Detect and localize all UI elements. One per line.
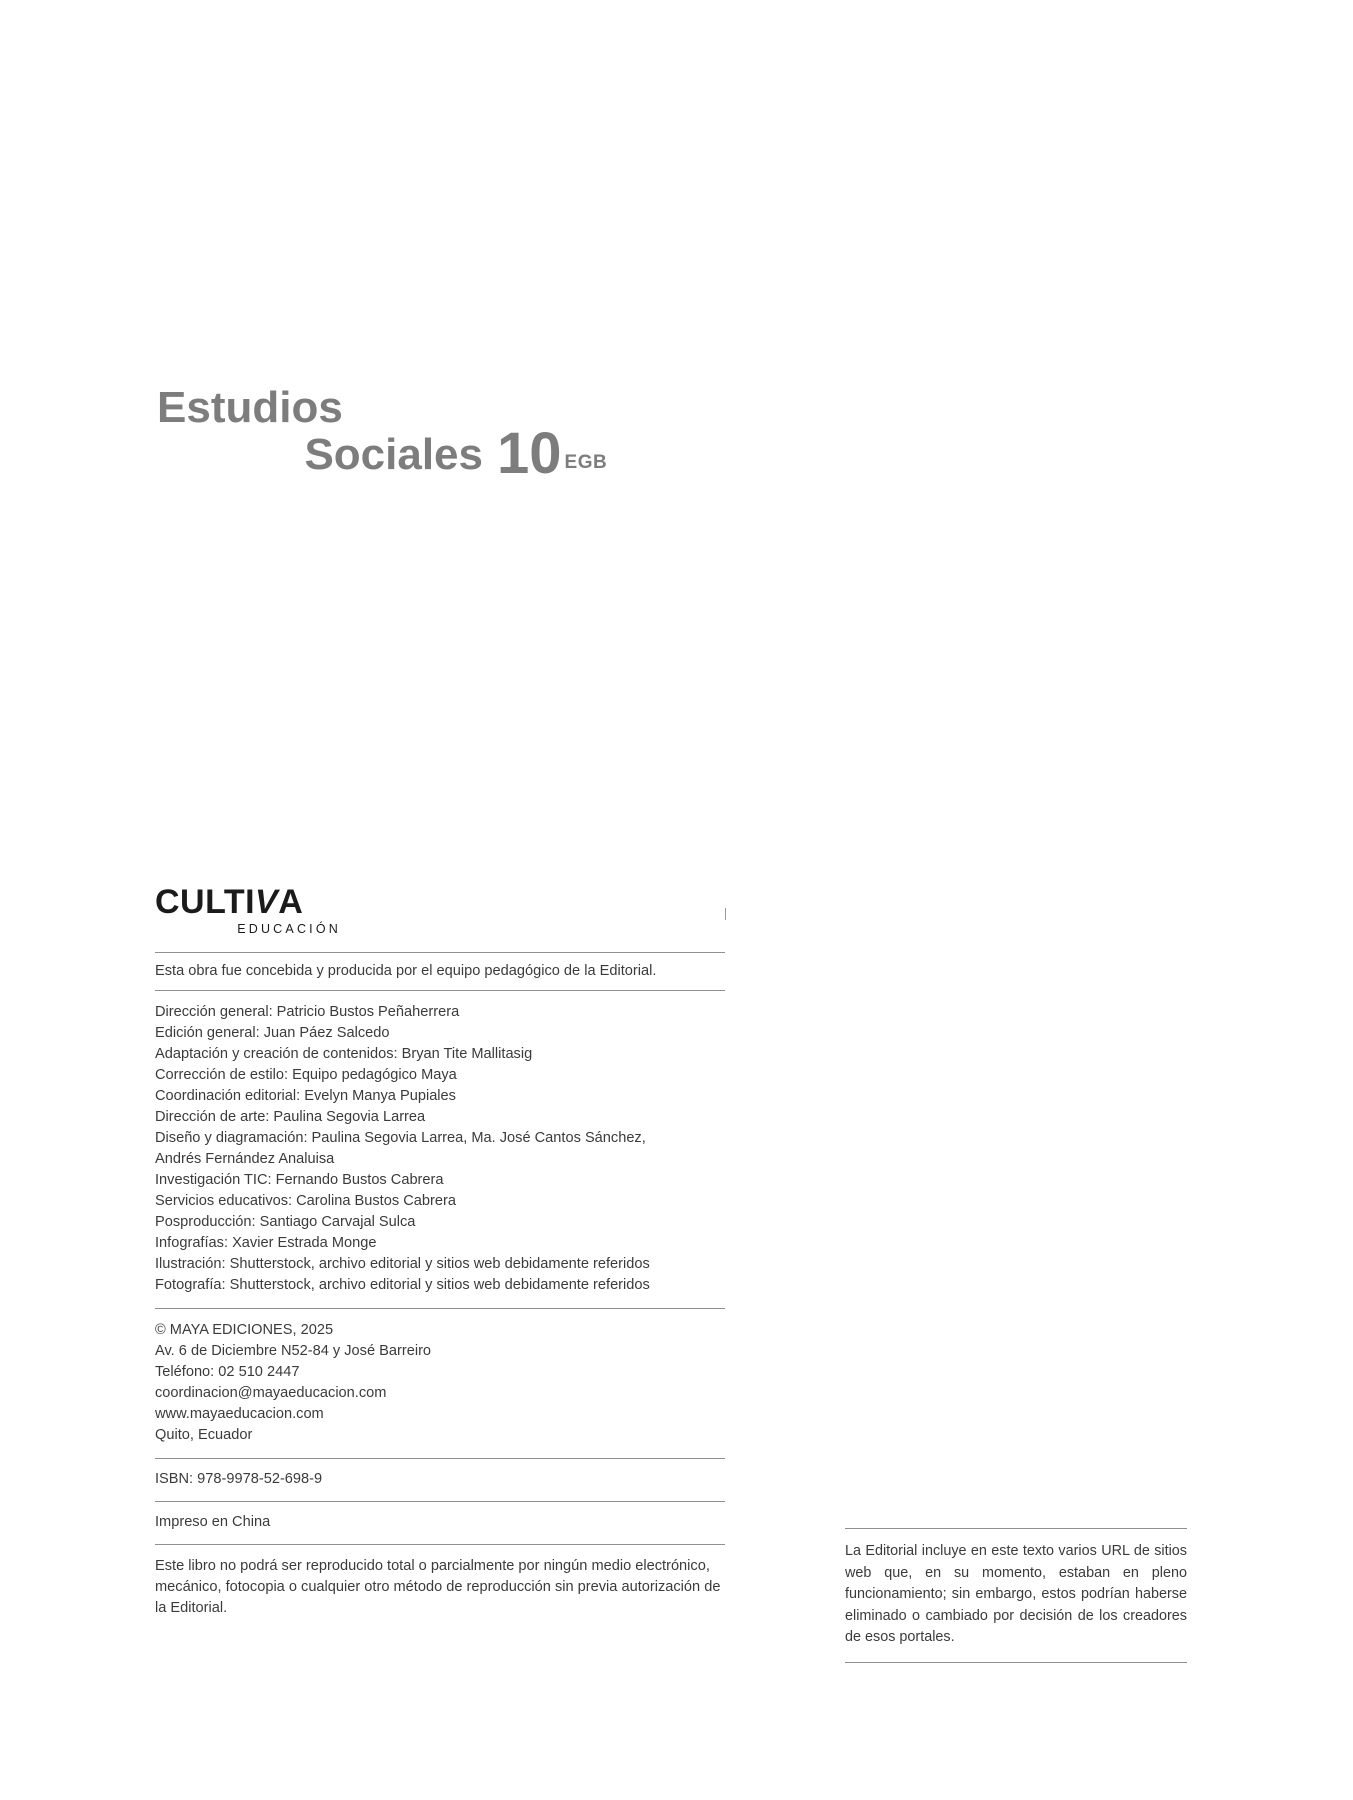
credits-list [155, 991, 725, 1308]
credit-line: Diseño y diagramación: Paulina Segovia Larrea, Ma. José Cantos Sánchez, [155, 1130, 646, 1146]
book-title-block [155, 383, 715, 487]
publisher-logo [155, 885, 725, 936]
credit-line: Posproducción: Santiago Carvajal Sulca [155, 1214, 416, 1230]
publisher-address-block [155, 1309, 725, 1458]
grade-number: 10 [497, 421, 562, 487]
printed-block [155, 1502, 725, 1544]
credit-line: Investigación TIC: Fernando Bustos Cabrera [155, 1172, 444, 1188]
publisher-city: Quito, Ecuador [155, 1427, 253, 1443]
credit-line: Adaptación y creación de contenidos: Bryan Tite Mallitasig [155, 1046, 533, 1062]
logo-text-a: A [278, 883, 304, 921]
credit-line: Infografías: Xavier Estrada Monge [155, 1235, 377, 1251]
imprint-intro: Esta obra fue concebida y producida por el equipo pedagógico de la Editorial. [155, 963, 657, 979]
colophon [155, 885, 725, 1631]
printed-in: Impreso en China [155, 1514, 271, 1530]
title-row-sociales [155, 421, 715, 487]
credit-line: Coordinación editorial: Evelyn Manya Pupiales [155, 1088, 456, 1104]
credit-line: Dirección general: Patricio Bustos Peñaherrera [155, 1004, 460, 1020]
credit-line: Edición general: Juan Páez Salcedo [155, 1025, 390, 1041]
url-disclaimer-text: La Editorial incluye en este texto varios URL de sitios web que, en su momento, estaban en pleno funcionamiento; sin embargo, estos podrían haberse eliminado o cambiado por decisión de los creadores de esos portales. [845, 1543, 1187, 1646]
isbn-value: ISBN: 978-9978-52-698-9 [155, 1471, 323, 1487]
isbn-block [155, 1459, 725, 1501]
credit-line: Corrección de estilo: Equipo pedagógico Maya [155, 1067, 457, 1083]
publisher-logo-subtitle: EDUCACIÓN [237, 922, 341, 936]
grade-badge [497, 421, 608, 487]
title-line-sociales: Sociales [304, 429, 483, 479]
publisher-website: www.mayaeducacion.com [155, 1406, 324, 1422]
publisher-line: Av. 6 de Diciembre N52-84 y José Barreiro [155, 1343, 432, 1359]
credit-line: Dirección de arte: Paulina Segovia Larrea [155, 1109, 426, 1125]
credit-line: Servicios educativos: Carolina Bustos Cabrera [155, 1193, 456, 1209]
publisher-logo-wordmark [155, 885, 725, 919]
credit-line: Fotografía: Shutterstock, archivo editorial y sitios web debidamente referidos [155, 1277, 650, 1293]
logo-text-culti: CULTI [155, 883, 256, 921]
publisher-email: coordinacion@mayaeducacion.com [155, 1385, 387, 1401]
decorative-tick [725, 908, 726, 920]
grade-level-label: EGB [564, 452, 608, 474]
credit-line: Ilustración: Shutterstock, archivo editorial y sitios web debidamente referidos [155, 1256, 650, 1272]
logo-text-v: V [251, 883, 283, 921]
publisher-line: © MAYA EDICIONES, 2025 [155, 1322, 334, 1338]
title-line-estudios: Estudios [157, 383, 343, 432]
url-disclaimer [845, 1528, 1187, 1663]
credit-line: Andrés Fernández Analuisa [155, 1151, 335, 1167]
divider-note-bottom [845, 1662, 1187, 1663]
publisher-line: Teléfono: 02 510 2447 [155, 1364, 300, 1380]
rights-block [155, 1545, 725, 1631]
rights-text: Este libro no podrá ser reproducido total o parcialmente por ningún medio electrónico, mecánico, fotocopia o cualquier otro método de reproducción sin previa autorización de la Editorial. [155, 1558, 721, 1616]
